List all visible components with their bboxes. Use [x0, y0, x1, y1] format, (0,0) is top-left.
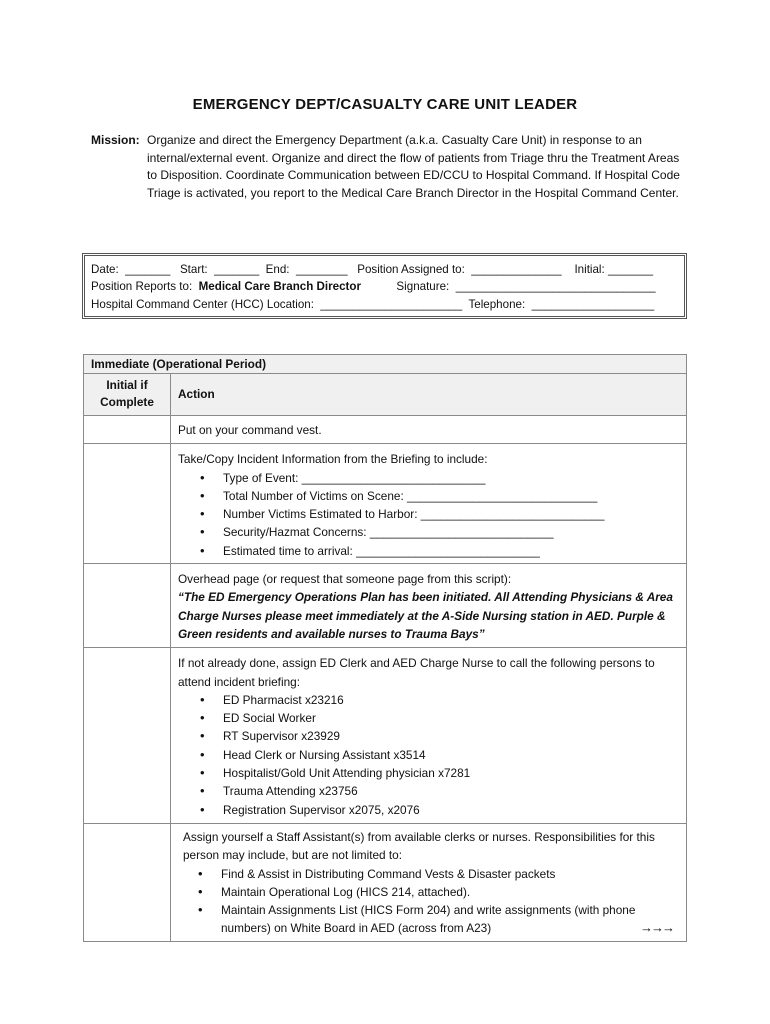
action-text: Overhead page (or request that someone page from this script): [178, 572, 512, 587]
list-item: • Total Number of Victims on Scene: _____________________________ [223, 487, 679, 505]
list-item: • RT Supervisor x23929 [223, 727, 679, 745]
section-header: Immediate (Operational Period) [84, 355, 687, 374]
list-item: • Maintain Operational Log (HICS 214, attached). [221, 883, 679, 901]
list-item: • Trauma Attending x23756 [223, 782, 679, 800]
bullet-list [178, 469, 679, 560]
initial-cell[interactable] [84, 416, 171, 444]
initial-cell[interactable] [84, 564, 171, 648]
action-cell [171, 444, 687, 564]
initial-cell[interactable] [84, 648, 171, 824]
table-row [84, 564, 687, 648]
action-cell [171, 564, 687, 648]
table-row [84, 416, 687, 444]
info-row-reports-to [91, 280, 678, 293]
reports-to-value: Medical Care Branch Director [198, 280, 361, 293]
table-row [84, 648, 687, 824]
signature-field: Signature: _______________________________ [361, 280, 656, 293]
list-item: • ED Social Worker [223, 709, 679, 727]
column-header-initial: Initial if Complete [84, 374, 171, 416]
list-item: • Security/Hazmat Concerns: ____________________________ [223, 523, 679, 541]
action-cell [171, 648, 687, 824]
list-item-text: Maintain Assignments List (HICS Form 204) and write assignments (with phone numbers) on White Board in AED (across from A23) [221, 903, 636, 936]
mission-text: Organize and direct the Emergency Department (a.k.a. Casualty Care Unit) in response to an internal/external event. Organize and direct the flow of patients from Triage thru the Treatment Areas to Disposition. Coordinate Communication between ED/CCU to Hospital Command. If Hospital Code Triage is activated, you report to the Medical Care Branch Director in the Hospital Command Center. [147, 133, 680, 200]
page-title: EMERGENCY DEPT/CASUALTY CARE UNIT LEADER [192, 96, 578, 113]
list-item: • Type of Event: ____________________________ [223, 469, 679, 487]
initial-cell[interactable] [84, 444, 171, 564]
action-cell [171, 416, 687, 444]
continue-arrows-icon: →→→ [640, 920, 673, 936]
list-item [221, 901, 679, 938]
mission-statement [91, 132, 691, 202]
action-text: Assign yourself a Staff Assistant(s) from available clerks or nurses. Responsibilities for this person may include, but are not limited to: [183, 829, 655, 863]
list-item: • Find & Assist in Distributing Command Vests & Disaster packets [221, 865, 679, 883]
info-row-location: Hospital Command Center (HCC) Location: ______________________ Telephone: ___________________ [91, 298, 655, 311]
action-text: Take/Copy Incident Information from the Briefing to include: [178, 452, 488, 467]
table-row [84, 823, 687, 941]
table-row [84, 444, 687, 564]
bullet-list [183, 865, 679, 938]
list-item: • Number Victims Estimated to Harbor: ____________________________ [223, 505, 679, 523]
list-item: • ED Pharmacist x23216 [223, 691, 679, 709]
position-info-box [82, 253, 687, 319]
overhead-page-script: “The ED Emergency Operations Plan has been initiated. All Attending Physicians & Area Charge Nurses please meet immediately at the A-Side Nursing station in AED. Purple & Green residents and available nurses to Trauma Bays” [178, 590, 673, 641]
action-cell [171, 823, 687, 941]
reports-to-label: Position Reports to: [91, 280, 199, 293]
action-text: Put on your command vest. [178, 423, 322, 437]
action-text: If not already done, assign ED Clerk and AED Charge Nurse to call the following persons to attend incident briefing: [178, 656, 655, 689]
list-item: • Hospitalist/Gold Unit Attending physician x7281 [223, 764, 679, 782]
list-item: • Head Clerk or Nursing Assistant x3514 [223, 746, 679, 764]
mission-label: Mission: [91, 133, 140, 147]
list-item: • Registration Supervisor x2075, x2076 [223, 801, 679, 819]
initial-cell[interactable] [84, 823, 171, 941]
info-row-date: Date: _______ Start: _______ End: ________ Position Assigned to: ______________ Initial: _______ [91, 263, 654, 276]
list-item: • Estimated time to arrival: ____________________________ [223, 542, 679, 560]
column-header-action: Action [171, 374, 687, 416]
actions-table [83, 354, 687, 942]
bullet-list [178, 691, 679, 819]
